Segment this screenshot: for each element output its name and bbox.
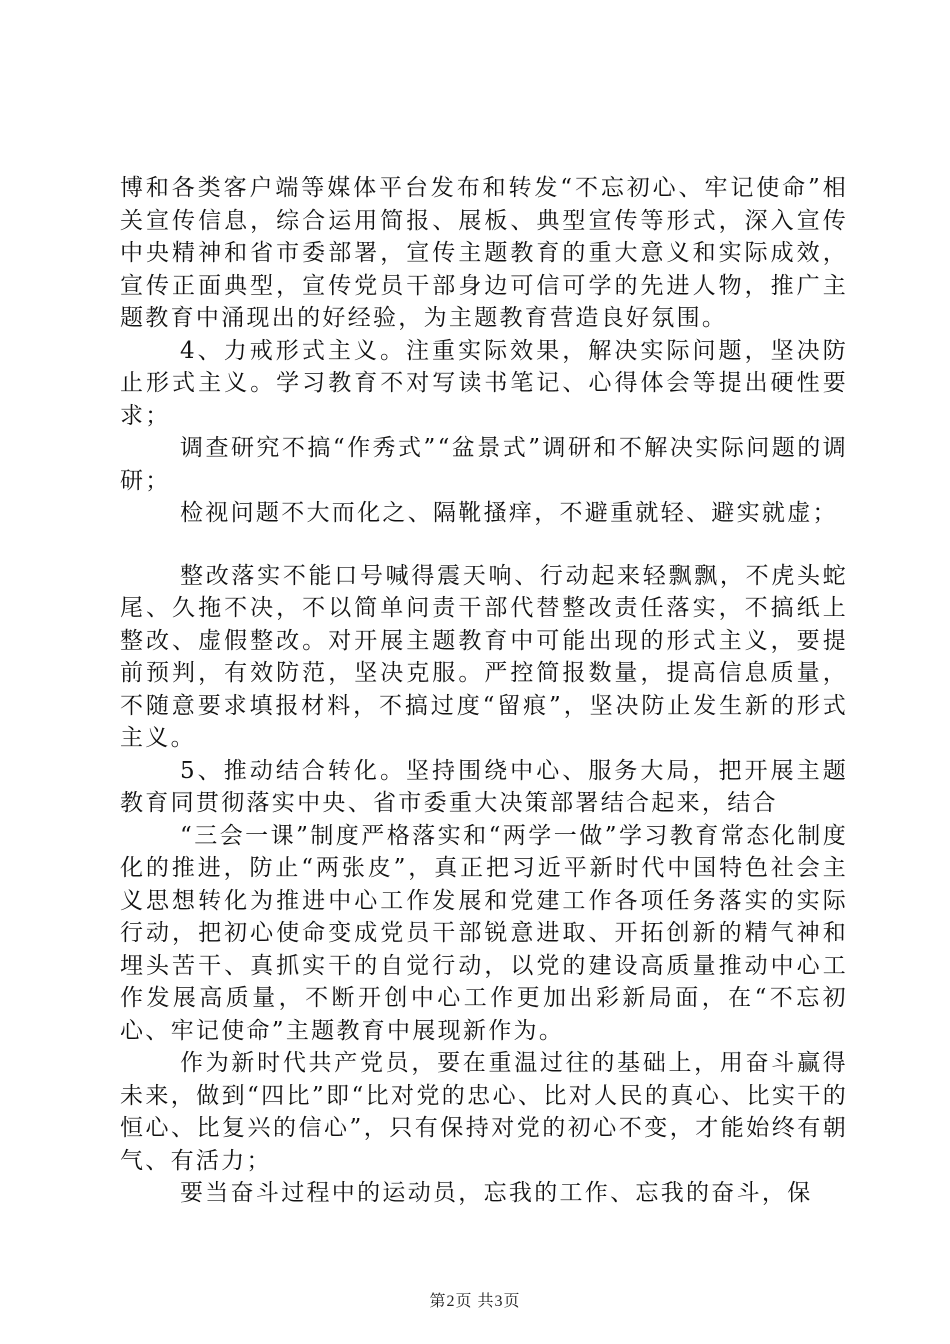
paragraph-publicity-continued: 博和各类客户端等媒体平台发布和转发“不忘初心、牢记使命”相关宣传信息，综合运用简报、展板、典型宣传等形式，深入宣传中央精神和省市委部署，宣传主题教育的重大意义和实际成效，宣传正面典型，宣传党员干部身边可信可学的先进人物，推广主题教育中涌现出的好经验，为主题教育营造良好氛围。 [120, 175, 848, 331]
paragraph-item-5-integration: 5、推动结合转化。坚持围绕中心、服务大局，把开展主题教育同贯彻落实中央、省市委重大决策部署结合起来，结合 [120, 757, 848, 816]
document-body [120, 172, 848, 1210]
paragraph-item-4-formalism: 4、力戒形式主义。注重实际效果，解决实际问题，坚决防止形式主义。学习教育不对写读书笔记、心得体会等提出硬性要求； [120, 337, 848, 429]
paragraph-athlete: 要当奋斗过程中的运动员，忘我的工作、忘我的奋斗，保 [180, 1180, 813, 1206]
paragraph-rectification: 整改落实不能口号喊得震天响、行动起来轻飘飘，不虎头蛇尾、久拖不决，不以简单问责干部代替整改责任落实，不搞纸上整改、虚假整改。对开展主题教育中可能出现的形式主义，要提前预判，有效防范，坚决克服。严控简报数量，提高信息质量，不随意要求填报材料，不搞过度“留痕”，坚决防止发生新的形式主义。 [120, 562, 848, 751]
paragraph-research: 调查研究不搞“作秀式”“盆景式”调研和不解决实际问题的调研； [120, 435, 848, 494]
paragraph-three-meetings: “三会一课”制度严格落实和“两学一做”学习教育常态化制度化的推进，防止“两张皮”，真正把习近平新时代中国特色社会主义思想转化为推进中心工作发展和党建工作各项任务落实的实际行动，把初心使命变成党员干部锐意进取、开拓创新的精气神和埋头苦干、真抓实干的自觉行动，以党的建设高质量推动中心工作发展高质量，不断开创中心工作更加出彩新局面，在“不忘初心、牢记使命”主题教育中展现新作为。 [120, 822, 848, 1044]
paragraph-four-comparisons: 作为新时代共产党员，要在重温过往的基础上，用奋斗赢得未来，做到“四比”即“比对党的忠心、比对人民的真心、比实干的恒心、比复兴的信心”，只有保持对党的初心不变，才能始终有朝气、有活力； [120, 1050, 848, 1174]
paragraph-inspection: 检视问题不大而化之、隔靴搔痒，不避重就轻、避实就虚； [180, 500, 838, 526]
page-number-footer: 第2页 共3页 [429, 1293, 521, 1310]
